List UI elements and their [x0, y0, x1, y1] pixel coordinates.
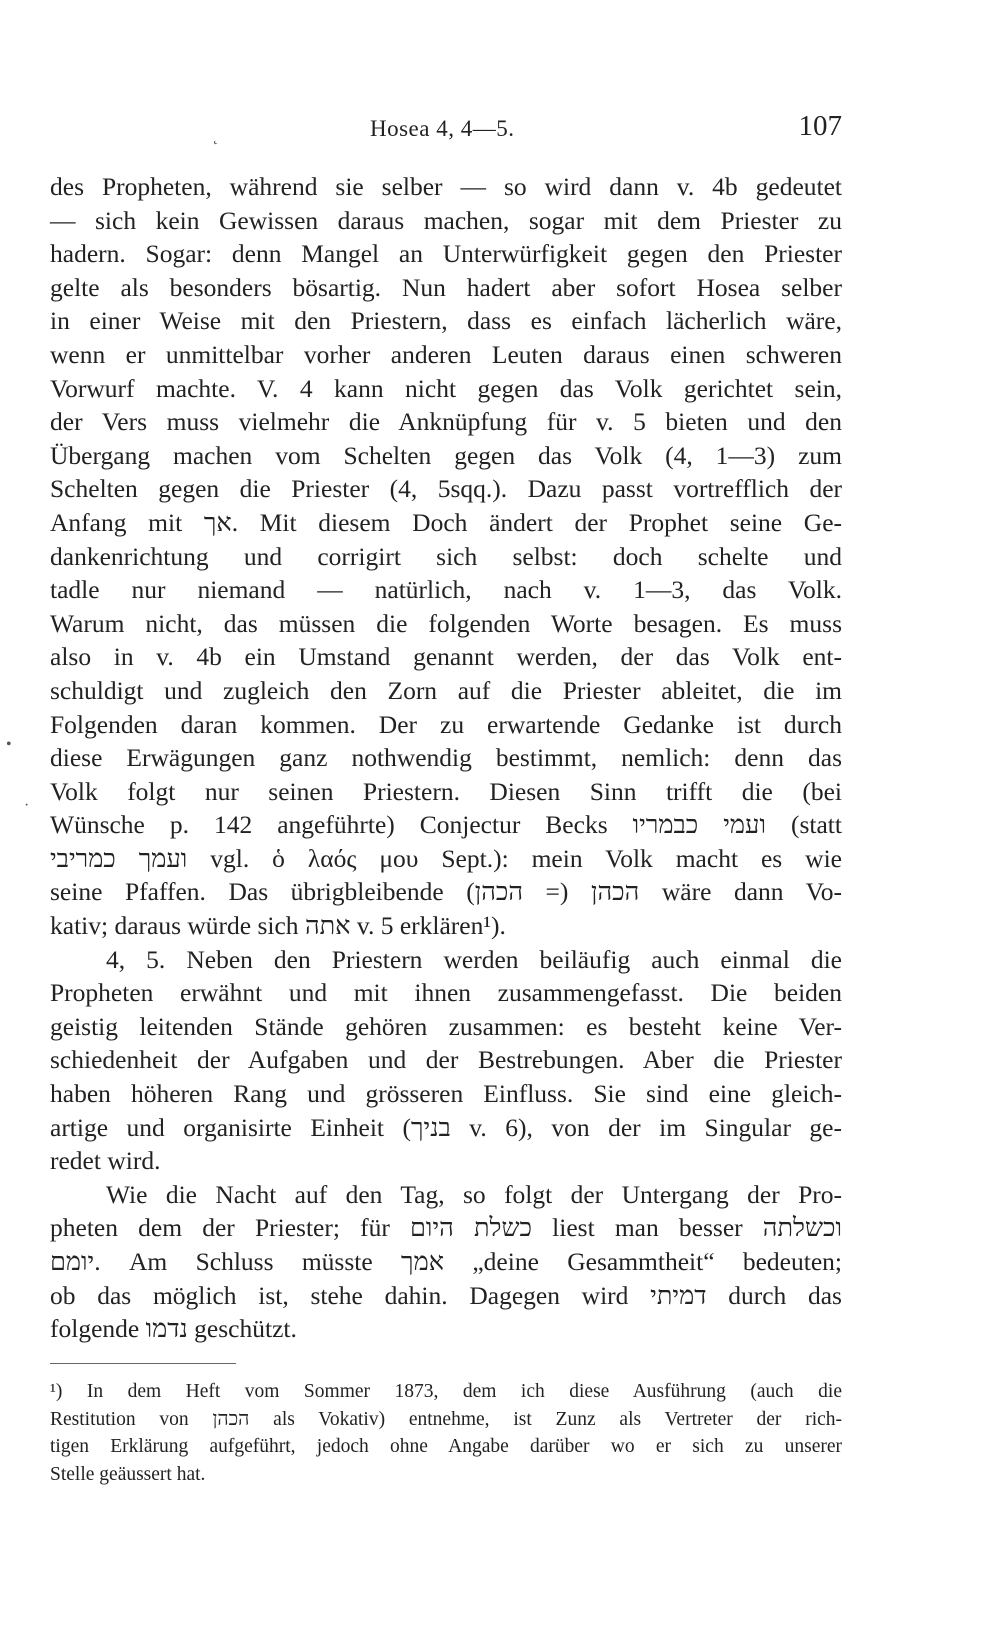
text-line: Folgenden daran kommen. Der zu erwartende Gedanke ist durch [50, 709, 842, 739]
text-line: haben höheren Rang und grösseren Einfluss. Sie sind eine gleich- [50, 1079, 842, 1109]
footnote-line: Stelle geäussert hat. [50, 1463, 206, 1485]
text-line: wenn er unmittelbar vorher anderen Leuten daraus einen schweren [50, 339, 842, 369]
paragraph-start: Wie die Nacht auf den Tag, so folgt der Untergang der Pro- [106, 1179, 842, 1209]
text-line: Wünsche p. 142 angeführte) Conjectur Becks ועמי כבמריו (statt [50, 810, 842, 840]
text-line: der Vers muss vielmehr die Anknüpfung für v. 5 bieten und den [50, 407, 842, 437]
text-line: seine Pfaffen. Das übrigbleibende הכהן (= הכהן) wäre dann Vo- [50, 877, 842, 907]
text-line: folgende נדמו geschützt. [50, 1314, 297, 1344]
footnote-separator [50, 1363, 236, 1364]
body-text [50, 170, 842, 1346]
running-head [50, 108, 842, 148]
text-line: Volk folgt nur seinen Priestern. Diesen Sinn trifft die (bei [50, 776, 842, 806]
text-line: יומם. Am Schluss müsste אמך „deine Gesammtheit“ bedeuten; [50, 1247, 842, 1276]
paragraph-start: 4, 5. Neben den Priestern werden beiläufig auch einmal die [106, 944, 842, 974]
text-line: also in v. 4b ein Umstand genannt werden, der das Volk ent- [50, 642, 842, 672]
text-line: Propheten erwähnt und mit ihnen zusammengefasst. Die beiden [50, 978, 842, 1008]
footnote-line: tigen Erklärung aufgeführt, jedoch ohne Angabe darüber wo er sich zu unserer [50, 1436, 842, 1457]
page-number: 107 [798, 110, 842, 142]
text-line: des Propheten, während sie selber — so wird dann v. 4b gedeutet [50, 172, 842, 201]
text-line: — sich kein Gewissen daraus machen, sogar mit dem Priester zu [50, 205, 842, 235]
text-line: schiedenheit der Aufgaben und der Bestrebungen. Aber die Priester [50, 1045, 842, 1075]
text-line: dankenrichtung und corrigirt sich selbst: doch schelte und [50, 541, 842, 571]
text-line: Vorwurf machte. V. 4 kann nicht gegen das Volk gerichtet sein, [50, 373, 842, 403]
footnote [50, 1378, 842, 1488]
text-line: ועמך כמריבי vgl. ὁ λαός μου Sept.): mein Volk macht es wie [50, 843, 842, 873]
text-line: gelte als besonders bösartig. Nun hadert aber sofort Hosea selber [50, 272, 842, 302]
text-line: schuldigt und zugleich den Zorn auf die Priester ableitet, die im [50, 675, 842, 705]
text-line: ob das möglich ist, stehe dahin. Dagegen wird דמיתי durch das [50, 1280, 842, 1310]
text-line: Schelten gegen die Priester (4, 5sqq.). Dazu passt vortrefflich der [50, 474, 842, 504]
text-line: artige und organisirte Einheit (בניך v. 6), von der im Singular ge- [50, 1112, 842, 1142]
text-line: Warum nicht, das müssen die folgenden Worte besagen. Es muss [50, 608, 842, 638]
text-line: geistig leitenden Stände gehören zusammen: es besteht keine Ver- [50, 1011, 842, 1041]
text-line: diese Erwägungen ganz nothwendig bestimmt, nemlich: denn das [50, 743, 842, 773]
footnote-line: Restitution von הכהן als Vokativ) entnehme, ist Zunz als Vertreter der rich- [50, 1408, 843, 1430]
text-line: pheten dem der Priester; für כשלת היום liest man besser וכשלתה [50, 1213, 842, 1243]
footnote-line: ¹) In dem Heft vom Sommer 1873, dem ich diese Ausführung (auch die [50, 1381, 842, 1402]
margin-dot: • [6, 736, 12, 753]
text-line: Übergang machen vom Schelten gegen das Volk (4, 1—3) zum [50, 440, 842, 470]
text-line: tadle nur niemand — natürlich, nach v. 1—3, das Volk. [50, 575, 842, 605]
running-title: Hosea 4, 4—5. [370, 116, 515, 141]
text-line: redet wird. [50, 1146, 161, 1176]
print-speck: ˛ [213, 128, 219, 145]
text-line: in einer Weise mit den Priestern, dass es einfach lächerlich wäre, [50, 306, 842, 336]
text-line: hadern. Sogar: denn Mangel an Unterwürfigkeit gegen den Priester [50, 239, 842, 269]
text-line: kativ; daraus würde sich אתה v. 5 erklären¹). [50, 911, 506, 941]
text-line: Anfang mit אך. Mit diesem Doch ändert der Prophet seine Ge- [50, 507, 842, 537]
margin-dot: · [24, 797, 30, 814]
